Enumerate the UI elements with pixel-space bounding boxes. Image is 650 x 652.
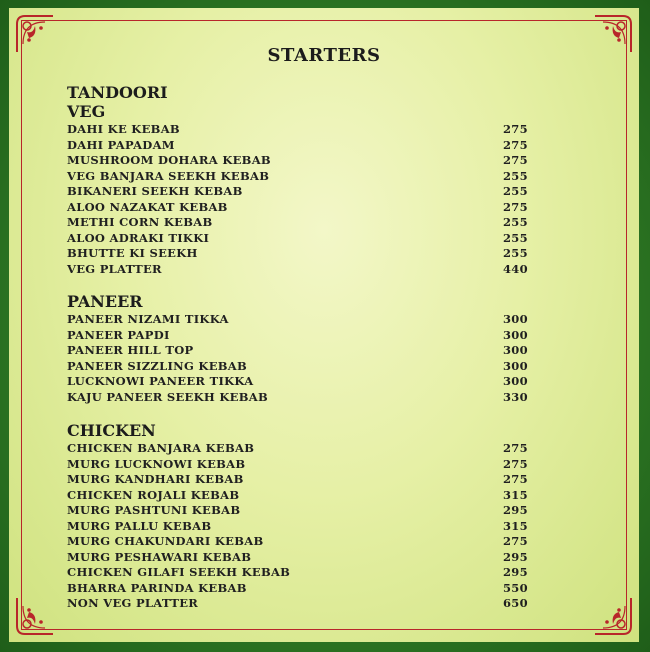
menu-item xyxy=(67,312,533,328)
menu-item xyxy=(67,390,533,406)
item-name: MURG CHAKUNDARI KEBAB xyxy=(67,534,264,548)
menu-item xyxy=(67,153,533,169)
section-heading-chicken: CHICKEN xyxy=(67,421,156,440)
item-price: 275 xyxy=(503,534,528,548)
item-price: 275 xyxy=(503,137,528,152)
item-name: PANEER PAPDI xyxy=(67,327,170,342)
corner-ornament-icon xyxy=(593,596,633,636)
item-name: MUSHROOM DOHARA KEBAB xyxy=(67,153,271,167)
item-name: MURG PASHTUNI KEBAB xyxy=(67,503,241,517)
item-price: 315 xyxy=(503,518,528,533)
item-price: 275 xyxy=(503,472,528,486)
menu-card xyxy=(9,8,639,642)
menu-item xyxy=(67,488,533,504)
item-price: 295 xyxy=(503,549,528,564)
item-name: PANEER SIZZLING KEBAB xyxy=(67,358,248,373)
menu-item xyxy=(67,328,533,344)
item-price: 330 xyxy=(503,389,528,404)
menu-item xyxy=(67,472,533,488)
item-price: 300 xyxy=(503,374,528,388)
menu-list-veg xyxy=(67,122,533,277)
item-price: 300 xyxy=(503,327,528,342)
menu-title: STARTERS xyxy=(267,45,381,66)
item-price: 255 xyxy=(503,230,528,245)
item-price: 275 xyxy=(503,153,528,167)
menu-item xyxy=(67,122,533,138)
item-price: 300 xyxy=(503,312,528,326)
item-price: 650 xyxy=(503,596,528,610)
menu-item xyxy=(67,343,533,359)
item-name: VEG PLATTER xyxy=(67,261,162,276)
item-name: LUCKNOWI PANEER TIKKA xyxy=(67,374,254,388)
item-name: VEG BANJARA SEEKH KEBAB xyxy=(67,168,270,183)
item-price: 300 xyxy=(503,358,528,373)
item-price: 295 xyxy=(503,503,528,517)
item-price: 295 xyxy=(503,565,528,579)
item-price: 275 xyxy=(503,456,528,471)
corner-ornament-icon xyxy=(15,596,55,636)
item-name: MURG PALLU KEBAB xyxy=(67,518,212,533)
menu-item xyxy=(67,215,533,231)
menu-item xyxy=(67,550,533,566)
item-name: DAHI KE KEBAB xyxy=(67,122,180,136)
item-price: 255 xyxy=(503,168,528,183)
item-name: MURG PESHAWARI KEBAB xyxy=(67,549,252,564)
item-price: 315 xyxy=(503,487,528,502)
menu-item xyxy=(67,184,533,200)
item-name: CHICKEN ROJALI KEBAB xyxy=(67,487,240,502)
menu-item xyxy=(67,565,533,581)
menu-item xyxy=(67,138,533,154)
menu-list-chicken xyxy=(67,441,533,612)
item-name: NON VEG PLATTER xyxy=(67,596,199,610)
menu-item xyxy=(67,581,533,597)
item-name: MURG LUCKNOWI KEBAB xyxy=(67,456,246,471)
item-price: 255 xyxy=(503,184,528,198)
item-name: BHUTTE KI SEEKH xyxy=(67,246,198,260)
menu-item xyxy=(67,246,533,262)
item-name: PANEER HILL TOP xyxy=(67,343,194,357)
item-name: DAHI PAPADAM xyxy=(67,137,175,152)
item-price: 300 xyxy=(503,343,528,357)
item-name: KAJU PANEER SEEKH KEBAB xyxy=(67,389,268,404)
item-price: 255 xyxy=(503,246,528,260)
subsection-heading-veg: VEG xyxy=(67,102,106,121)
menu-list-paneer xyxy=(67,312,533,405)
item-name: CHICKEN BANJARA KEBAB xyxy=(67,441,255,455)
item-price: 440 xyxy=(503,261,528,276)
item-price: 550 xyxy=(503,580,528,595)
menu-item xyxy=(67,231,533,247)
item-price: 255 xyxy=(503,215,528,229)
menu-item xyxy=(67,534,533,550)
section-heading-paneer: PANEER xyxy=(67,292,143,311)
item-name: BIKANERI SEEKH KEBAB xyxy=(67,184,243,198)
item-name: BHARRA PARINDA KEBAB xyxy=(67,580,247,595)
item-name: ALOO ADRAKI TIKKI xyxy=(67,230,210,245)
section-heading-tandoori: TANDOORI xyxy=(67,83,168,102)
menu-item xyxy=(67,441,533,457)
item-name: ALOO NAZAKAT KEBAB xyxy=(67,199,228,214)
item-price: 275 xyxy=(503,199,528,214)
item-name: MURG KANDHARI KEBAB xyxy=(67,472,244,486)
menu-item xyxy=(67,359,533,375)
menu-item xyxy=(67,519,533,535)
item-name: METHI CORN KEBAB xyxy=(67,215,213,229)
menu-item xyxy=(67,169,533,185)
item-name: CHICKEN GILAFI SEEKH KEBAB xyxy=(67,565,291,579)
item-price: 275 xyxy=(503,122,528,136)
item-name: PANEER NIZAMI TIKKA xyxy=(67,312,229,326)
menu-item xyxy=(67,457,533,473)
menu-item xyxy=(67,503,533,519)
item-price: 275 xyxy=(503,441,528,455)
menu-item xyxy=(67,200,533,216)
menu-item xyxy=(67,262,533,278)
menu-item xyxy=(67,374,533,390)
menu-item xyxy=(67,596,533,612)
